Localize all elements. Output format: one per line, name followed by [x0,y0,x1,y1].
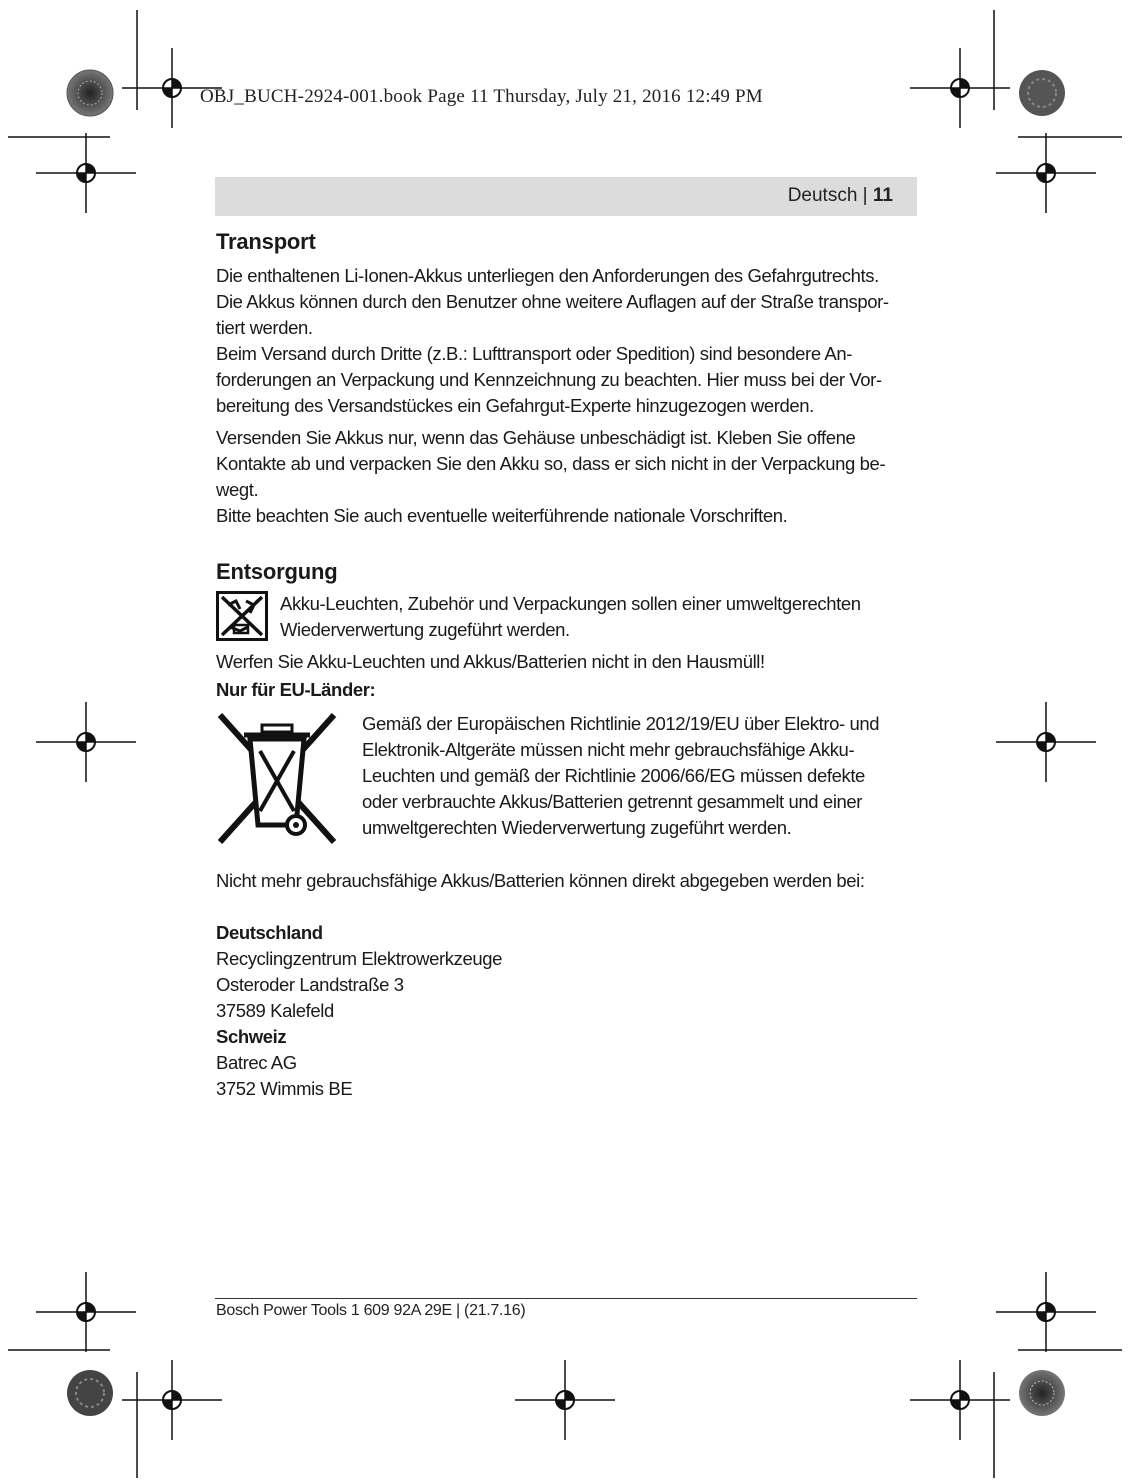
eu-heading: Nur für EU-Länder: [216,679,376,700]
registration-mark-icon [996,1272,1096,1352]
text-line: Die Akkus können durch den Benutzer ohne weitere Auflagen auf der Straße transpor- [216,291,889,312]
text-line: Die enthaltenen Li-Ionen-Akkus unterliegen den Anforderungen des Gefahrgutrechts. [216,265,879,286]
text-line: Bitte beachten Sie auch eventuelle weiterführende nationale Vorschriften. [216,505,788,526]
eu-directive [216,711,918,846]
text-line: Versenden Sie Akkus nur, wenn das Gehäuse unbeschädigt ist. Kleben Sie offene [216,427,856,448]
disposal-heading: Entsorgung [216,559,338,584]
text-line: umweltgerechten Wiederverwertung zugeführt werden. [362,817,792,838]
footer-rule [215,1298,917,1299]
transport-heading: Transport [216,229,316,254]
page-header [215,177,917,216]
page-number: 11 [872,185,893,206]
color-target-icon [1019,70,1065,116]
recycle-symbol-icon [216,591,268,641]
eu-text [362,711,879,846]
color-target-icon [1019,1370,1065,1416]
text-line: Kontakte ab und verpacken Sie den Akku so, dass er sich nicht in der Verpackung be- [216,453,886,474]
registration-mark-icon [515,1360,615,1440]
text-line: Gemäß der Europäischen Richtlinie 2012/19/EU über Elektro- und [362,713,880,734]
address-line: 3752 Wimmis BE [216,1078,353,1099]
page-footer: Bosch Power Tools 1 609 92A 29E | (21.7.16) [216,1302,526,1319]
recycle-note [216,591,918,643]
text-line: bereitung des Versandstückes ein Gefahrgut-Experte hinzugezogen werden. [216,395,814,416]
text-line: Akku-Leuchten, Zubehör und Verpackungen sollen einer umweltgerechten [280,593,861,614]
address-line: 37589 Kalefeld [216,1000,334,1021]
transport-paragraph-1 [216,263,918,419]
color-target-icon [67,70,113,116]
text-line: oder verbrauchte Akkus/Batterien getrennt gesammelt und einer [362,791,863,812]
address-line: Recyclingzentrum Elektrowerkzeuge [216,948,503,969]
country-switzerland: Schweiz [216,1026,287,1047]
household-warning: Werfen Sie Akku-Leuchten und Akkus/Batterien nicht in den Hausmüll! [216,651,765,672]
text-line: Wiederverwertung zugeführt werden. [280,619,570,640]
text-line: Elektronik-Altgeräte müssen nicht mehr gebrauchsfähige Akku- [362,739,855,760]
text-line: Leuchten und gemäß der Richtlinie 2006/66/EG müssen defekte [362,765,865,786]
transport-paragraph-2 [216,425,918,529]
recycle-text [280,591,861,643]
address-block [216,920,918,1102]
header-label [788,185,893,207]
registration-mark-icon [36,1272,136,1352]
address-line: Osteroder Landstraße 3 [216,974,404,995]
address-line: Batrec AG [216,1052,297,1073]
registration-mark-icon [910,48,1010,128]
header-language: Deutsch | [787,185,873,206]
country-germany: Deutschland [216,922,323,943]
registration-mark-icon [996,702,1096,782]
registration-mark-icon [36,702,136,782]
text-line: Beim Versand durch Dritte (z.B.: Lufttransport oder Spedition) sind besondere An- [216,343,853,364]
return-note: Nicht mehr gebrauchsfähige Akkus/Batterien können direkt abgegeben werden bei: [216,870,865,891]
crossed-out-bin-icon [216,711,338,846]
registration-mark-icon [910,1360,1010,1440]
text-line: forderungen an Verpackung und Kennzeichnung zu beachten. Hier muss bei der Vor- [216,369,882,390]
page-body [216,227,918,1102]
text-line: tiert werden. [216,317,313,338]
registration-mark-icon [36,133,136,213]
text-line: wegt. [216,479,259,500]
registration-mark-icon [996,133,1096,213]
print-slug: OBJ_BUCH-2924-001.book Page 11 Thursday, July 21, 2016 12:49 PM [200,86,763,107]
color-target-icon [67,1370,113,1416]
